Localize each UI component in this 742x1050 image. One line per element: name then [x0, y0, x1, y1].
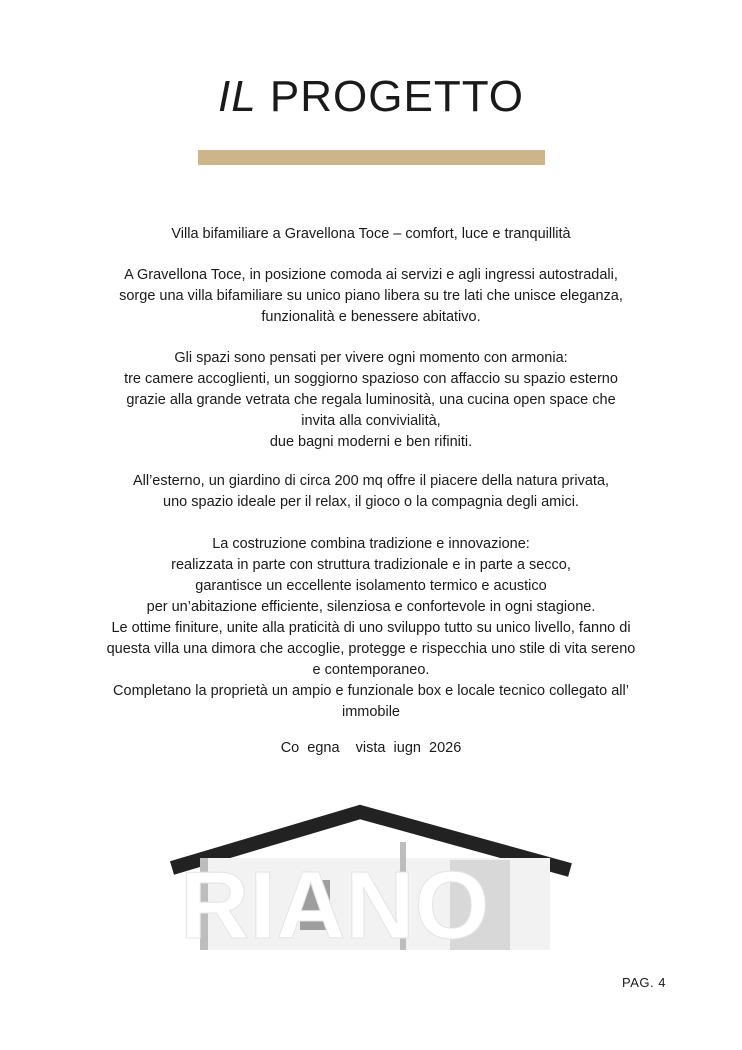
text-line: tre camere accoglienti, un soggiorno spazioso con affaccio su spazio esterno: [124, 371, 618, 387]
text-line: Completano la proprietà un ampio e funzionale box e locale tecnico collegato all’: [113, 683, 629, 699]
text-line: grazie alla grande vetrata che regala luminosità, una cucina open space che: [126, 392, 616, 408]
page-number: PAG. 4: [622, 975, 666, 990]
text-line: immobile: [341, 704, 400, 720]
paragraph-garden: [60, 471, 682, 513]
text-line: due bagni moderni e ben rifiniti.: [269, 434, 473, 450]
text-line: invita alla convivialità,: [301, 413, 441, 429]
text-line: uno spazio ideale per il relax, il gioco o la compagnia degli amici.: [163, 494, 579, 510]
text-line: Gli spazi sono pensati per vivere ogni momento con armonia:: [174, 350, 568, 366]
paragraph-spaces: [60, 348, 682, 453]
text-line: Le ottime finiture, unite alla praticità di uno sviluppo tutto su unico livello, fanno di: [111, 620, 631, 636]
house-logo: [150, 800, 590, 950]
delivery-date: [60, 738, 682, 759]
text-line: garantisce un eccellente isolamento termico e acustico: [195, 578, 547, 594]
text-line: realizzata in parte con struttura tradizionale e in parte a secco,: [171, 557, 571, 573]
text-line: La costruzione combina tradizione e innovazione:: [212, 536, 530, 552]
title-italic-part: IL: [217, 72, 257, 121]
intro-heading-line: Villa bifamiliare a Gravellona Toce – comfort, luce e tranquillità: [171, 226, 571, 242]
text-line: questa villa una dimora che accoglie, protegge e rispecchia uno stile di vita sereno: [106, 641, 636, 657]
text-line: per un’abitazione efficiente, silenziosa e confortevole in ogni stagione.: [146, 599, 596, 615]
paragraph-location: [60, 265, 682, 328]
paragraph-construction: [60, 534, 682, 723]
text-line: funzionalità e benessere abitativo.: [261, 309, 481, 325]
text-line: A Gravellona Toce, in posizione comoda ai servizi e agli ingressi autostradali,: [124, 267, 618, 283]
logo-text: RIANO: [180, 852, 490, 950]
page-title: [0, 72, 742, 122]
text-line: sorge una villa bifamiliare su unico piano libera su tre lati che unisce eleganza,: [119, 288, 623, 304]
delivery-line: Co egna vista iugn 2026: [280, 740, 462, 756]
title-main-part: PROGETTO: [269, 72, 525, 121]
intro-heading: [60, 224, 682, 245]
title-accent-bar: [198, 150, 545, 165]
text-line: e contemporaneo.: [312, 662, 430, 678]
text-line: All’esterno, un giardino di circa 200 mq offre il piacere della natura privata,: [132, 473, 610, 489]
